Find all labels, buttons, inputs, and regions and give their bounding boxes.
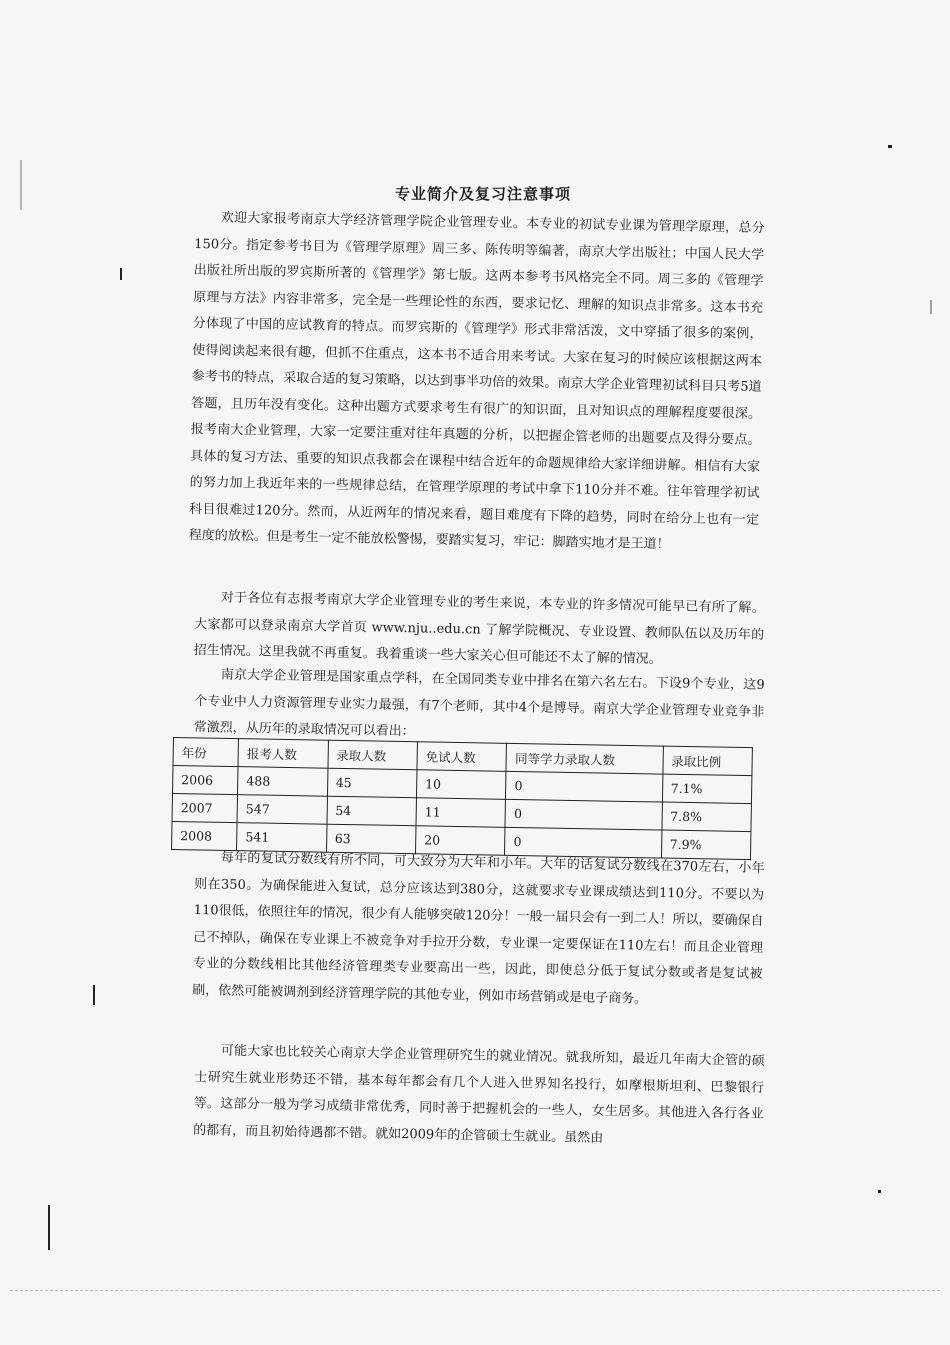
paragraph-website [193, 585, 764, 675]
scan-edge-line [10, 1290, 940, 1292]
table-cell: 54 [327, 796, 417, 826]
table-cell: 2006 [173, 766, 239, 795]
table-cell: 0 [505, 827, 662, 858]
table-cell: 10 [416, 770, 506, 800]
table-cell: 0 [506, 771, 663, 802]
paragraph-text: 欢迎大家报考南京大学经济管理学院企业管理专业。本专业的初试专业课为管理学原理，总分150分。指定参考书目为《管理学原理》周三多、陈传明等编著，南京大学出版社；中国人民大学出版社所出版的罗宾斯所著的《管理学》第七版。这两本参考书风格完全不同。周三多的《管理学原理与方法》内容非常多，完全是一些理论性的东西，要求记忆、理解的知识点非常多。这本书充分体现了中国的应试教育的特点。而罗宾斯的《管理学》形式非常活泼，文中穿插了很多的案例，使得阅读起来很有趣，但抓不住重点，这本书不适合用来考试。大家在复习的时候应该根据这两本参考书的特点，采取合适的复习策略，以达到事半功倍的效果。南京大学企业管理初试科目只考5道答题，且历年没有变化。这种出题方式要求考生有很广的知识面，且对知识点的理解程度要很深。报考南大企业管理，大家一定要注重对往年真题的分析，以把握企管老师的出题要点及得分要点。具体的复习方法、重要的知识点我都会在课程中结合近年的命题规律给大家详细讲解。相信有大家的努力加上我近年来的一些规律总结，在管理学原理的考试中拿下110分并不难。往年管理学初试科目很难过120分。然而，从近两年的情况来看，题目难度有下降的趋势，同时在给分上也有一定程度的放松。但是考生一定不能放松警惕，要踏实复习，牢记：脚踏实地才是王道！ [188, 210, 765, 553]
scan-mark [120, 268, 122, 280]
table-cell: 547 [237, 795, 327, 825]
table-header-cell: 录取人数 [328, 740, 418, 770]
paragraph-intro [188, 205, 765, 560]
table-cell: 541 [237, 823, 327, 853]
paragraph-text: 可能大家也比较关心南京大学企业管理研究生的就业情况。就我所知，最近几年南大企管的硕士研究生就业形势还不错，基本每年都会有几个人进入世界知名投行，如摩根斯坦利、巴黎银行等。这部分一般为学习成绩非常优秀，同时善于把握机会的一些人，女生居多。其他进入各行各业的都有，而且初始待遇都不错。就如2009年的企管硕士生就业。虽然由 [193, 1043, 765, 1146]
paragraph-cutoff [192, 845, 765, 1015]
scan-mark [48, 1205, 50, 1250]
paragraph-employment [193, 1038, 765, 1155]
table-cell: 11 [416, 798, 506, 828]
table-header-cell: 免试人数 [417, 742, 507, 772]
table-cell: 63 [326, 824, 416, 854]
paragraph-text: 每年的复试分数线有所不同，可大致分为大年和小年。大年的话复试分数线在370左右，小年则在350。为确保能进入复试，总分应该达到380分，这就要求专业课成绩达到110分。不要以为110很低，依照往年的情况，很少有人能够突破120分！一般一届只会有一到二人！所以，要确保自己不掉队，确保在专业课上不被竞争对手拉开分数，专业课一定要保证在110左右！而且企业管理专业的分数线相比其他经济管理类专业要高出一些，因此，即使总分低于复试分数或者是复试被刷，依然可能被调剂到经济管理学院的其他专业，例如市场营销或是电子商务。 [192, 850, 765, 1007]
table-cell: 45 [327, 768, 417, 798]
scan-mark [930, 300, 932, 314]
table-cell: 0 [505, 799, 662, 830]
scan-mark [20, 160, 22, 210]
scan-mark [878, 1190, 881, 1193]
table-header-cell: 年份 [173, 738, 239, 767]
scan-mark [93, 985, 95, 1005]
table-cell: 7.9% [661, 830, 751, 860]
table-cell: 2007 [172, 794, 238, 823]
admission-table [171, 737, 753, 860]
table-header-cell: 报考人数 [238, 739, 328, 769]
table-cell: 2008 [172, 821, 238, 850]
table-cell: 20 [415, 826, 505, 856]
scan-mark [888, 145, 892, 148]
paragraph-text: 南京大学企业管理是国家重点学科，在全国同类专业中排名在第六名左右。下设9个专业，这9个专业中人力资源管理专业实力最强，有7个老师，其中4个是博导。南京大学企业管理专业竞争非常激烈，从历年的录取情况可以看出： [193, 667, 765, 740]
table-header-cell: 同等学力录取人数 [506, 743, 663, 774]
table-header-cell: 录取比例 [662, 746, 752, 776]
table-cell: 7.8% [661, 802, 751, 832]
document-title: 专业简介及复习注意事项 [395, 185, 572, 203]
paragraph-text: 对于各位有志报考南京大学企业管理专业的考生来说，本专业的许多情况可能早已有所了解。大家都可以登录南京大学首页 www.nju..edu.cn 了解学院概况、专业设置、教师队伍以及历年的招生情况。这里我就不再重复。我着重谈一些大家关心但可能还不太了解的情况。 [193, 590, 765, 667]
table-cell: 7.1% [662, 774, 752, 804]
table-cell: 488 [238, 767, 328, 797]
